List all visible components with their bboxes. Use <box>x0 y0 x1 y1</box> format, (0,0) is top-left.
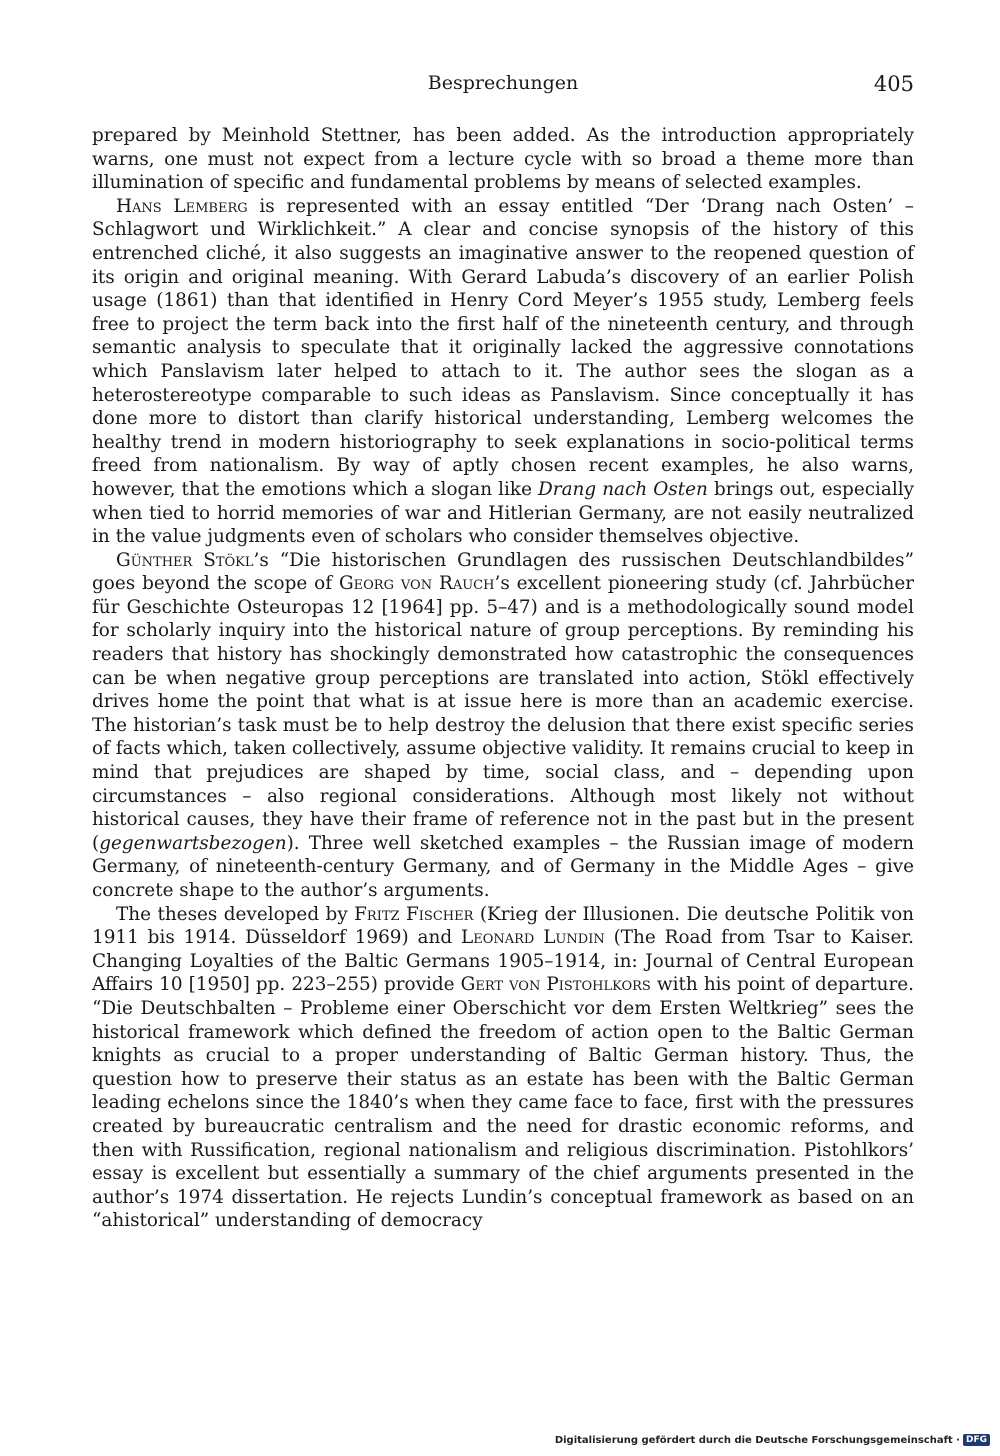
author-name: Georg von Rauch <box>338 573 495 595</box>
paragraph-text: (Krieg der Illusionen. Die deutsche Politik von 1911 bis 1914. Düsseldorf 1969) and <box>92 903 914 949</box>
footer-text: Digitalisierung gefördert durch die Deutsche Forschungsgemeinschaft · <box>554 1434 960 1446</box>
italic-term: gegenwartsbezogen <box>99 832 287 854</box>
author-name: Leonard Lundin <box>461 927 605 949</box>
paragraph-text: brings out, especially when tied to horrid memories of war and Hitlerian Germany, are not easily neutralized in the value judgments even of scholars who consider themselves objective. <box>92 478 914 548</box>
page-number: 405 <box>873 72 914 96</box>
paragraph-text: ). Three well sketched examples – the Russian image of modern Germany, of nineteenth-century Germany, and of Germany in the Middle Ages – give concrete shape to the author’s arguments. <box>92 832 914 901</box>
author-name: Hans Lemberg <box>116 195 248 217</box>
paragraph-stokl <box>92 549 914 903</box>
running-head: Besprechungen <box>427 72 579 94</box>
paragraph-text: with his point of departure. “Die Deutschbalten – Probleme einer Oberschicht vor dem Ersten Weltkrieg” sees the historical framework which defined the freedom of action open to the Baltic German knights as crucial to a proper understanding of Baltic German history. Thus, the question how to preserve their status as an estate has been with the Baltic German leading echelons since the 1840’s when they came face to face, first with the pressures created by bureaucratic centralism and the need for drastic economic reforms, and then with Russification, regional nationalism and religious discrimination. Pistohlkors’ essay is excellent but essentially a summary of the chief arguments presented in the author’s 1974 dissertation. He rejects Lundin’s conceptual framework as based on an “ahistorical” understanding of democracy <box>92 974 915 1232</box>
paragraph-text: is represented with an essay entitled “Der ‘Drang nach Osten’ – Schlagwort und Wirklichkeit.” A clear and concise synopsis of the history of this entrenched cliché, it also suggests an imaginative answer to the reopened question of its origin and original meaning. With Gerard Labuda’s discovery of an earlier Polish usage (1861) than that identified in Henry Cord Meyer’s 1955 study, Lemberg feels free to project the term back into the first half of the nineteenth century, and through semantic analysis to speculate that it originally lacked the aggressive connotations which Panslavism later helped to attach to it. The author sees the slogan as a heterostereotype comparable to such ideas as Panslavism. Since conceptually it has done more to distort than clarify historical understanding, Lemberg welcomes the healthy trend in modern historiography to seek explanations in socio-political terms freed from nationalism. By way of aptly chosen recent examples, he also warns, however, that the emotions which a slogan like <box>92 195 914 500</box>
paragraph-pistohlkors <box>92 903 914 1233</box>
paragraph-text: ’s “Die historischen Grundlagen des russischen Deutschlandbildes” goes beyond the scope of <box>92 549 914 595</box>
paragraph-text: ’s excellent pioneering study (cf. Jahrbücher für Geschichte Osteuropas 12 [1964] pp. 5–47) and is a methodologically sound model for scholarly inquiry into the historical nature of group perceptions. By reminding his readers that history has shockingly demonstrated how catastrophic the consequences can be when negative group perceptions are translated into action, Stökl effectively drives home the point that what is at issue here is more than an academic exercise. The historian’s task must be to help destroy the delusion that there exist specific series of facts which, taken collectively, assume objective validity. It remains crucial to keep in mind that prejudices are shaped by time, social class, and – depending upon circumstances – also regional considerations. Although most likely not without historical causes, they have their frame of reference not in the past but in the present ( <box>92 573 914 854</box>
author-name: Günther Stökl <box>116 549 254 571</box>
author-name: Fritz Fischer <box>354 903 474 925</box>
dfg-logo: DFG <box>963 1434 990 1446</box>
paragraph-continuation <box>92 124 914 195</box>
article-body <box>92 124 914 1233</box>
author-name: Gert von Pistohlkors <box>460 974 651 996</box>
page-header <box>92 72 914 106</box>
digitization-footer <box>555 1434 990 1446</box>
paragraph-text: prepared by Meinhold Stettner, has been added. As the introduction appropriately warns, one must not expect from a lecture cycle with so broad a theme more than illumination of specific and fundamental problems by means of selected examples. <box>92 125 914 194</box>
paragraph-text: The theses developed by <box>116 903 355 925</box>
italic-term: Drang nach Osten <box>538 478 708 500</box>
paragraph-text: (The Road from Tsar to Kaiser. Changing Loyalties of the Baltic Germans 1905–1914, in: Journal of Central European Affairs 10 [1950] pp. 223–255) provide <box>92 927 914 996</box>
paragraph-lemberg <box>92 195 914 549</box>
